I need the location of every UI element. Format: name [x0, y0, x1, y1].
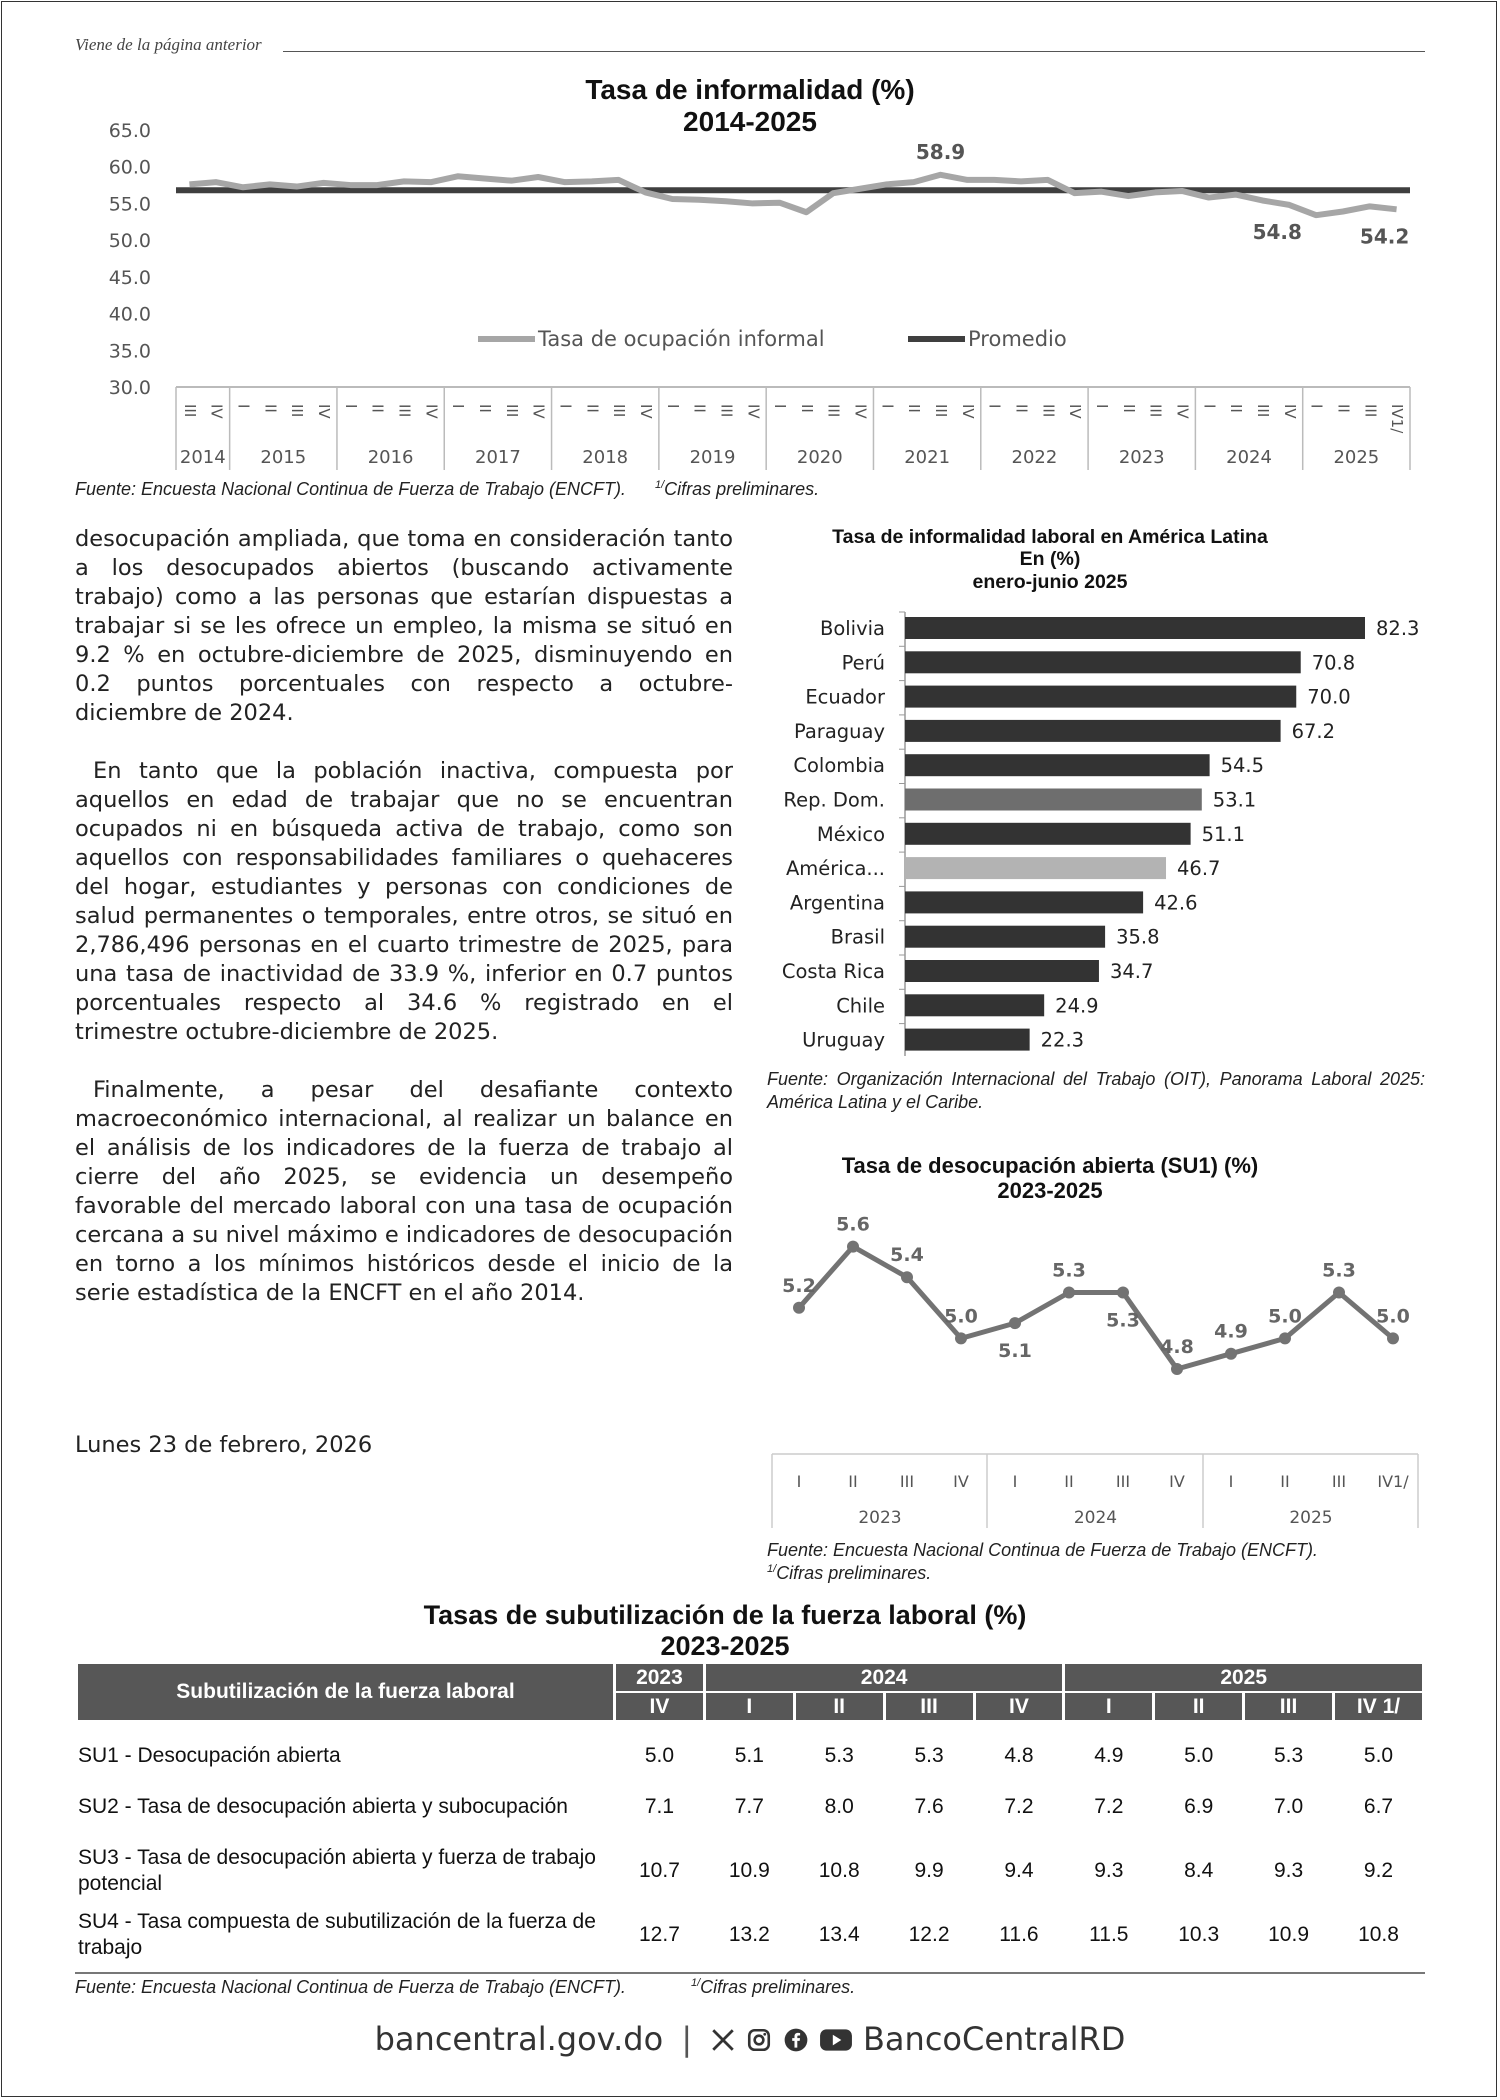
- instagram-icon[interactable]: [746, 2027, 772, 2053]
- chart1-data-label: 58.9: [915, 139, 966, 164]
- table-cell: 13.2: [728, 1923, 770, 1946]
- table-cell: 9.9: [914, 1859, 944, 1882]
- table-subtitle: 2023-2025: [660, 1631, 790, 1662]
- chart1-note: Cifras preliminares.: [664, 479, 820, 499]
- chart1-year-label: 2024: [1226, 447, 1272, 468]
- chart1-quarter-label: I: [985, 404, 1004, 409]
- chart2-value-label: 67.2: [1291, 719, 1336, 743]
- chart3-quarter-label: IV: [953, 1472, 969, 1491]
- chart3-source-text: Fuente: Encuesta Nacional Continua de Fuerza de Trabajo (ENCFT).: [767, 1540, 1318, 1560]
- chart2-value-label: 34.7: [1109, 960, 1154, 983]
- chart2-value-label: 51.1: [1201, 822, 1246, 846]
- table-source: [75, 1976, 855, 1999]
- chart1-year-label: 2016: [367, 447, 414, 468]
- table-row: [78, 1904, 1422, 1966]
- chart2-category-label: América...: [785, 857, 885, 881]
- chart2-value-label: 53.1: [1212, 788, 1257, 812]
- youtube-icon[interactable]: [819, 2027, 853, 2053]
- chart3-point: [1225, 1348, 1237, 1360]
- chart1-quarter-label: IV: [636, 404, 655, 419]
- table-cell: 5.0: [644, 1744, 675, 1767]
- chart3-quarter-label: I: [796, 1472, 802, 1491]
- chart2-value-label: 70.0: [1307, 685, 1351, 709]
- chart2-category-label: Uruguay: [802, 1028, 885, 1052]
- table-cell: 4.9: [1094, 1744, 1124, 1767]
- table-cell: 10.8: [818, 1859, 860, 1882]
- table-cell: 7.1: [644, 1795, 675, 1818]
- table-cell: 7.0: [1273, 1795, 1304, 1818]
- chart3-data-label: 5.3: [1052, 1259, 1086, 1282]
- chart1-ytick-label: 35.0: [108, 340, 151, 363]
- chart1-ytick-label: 50.0: [108, 230, 151, 253]
- table-cell: 5.0: [1363, 1744, 1394, 1767]
- table-cell: 9.3: [1094, 1859, 1124, 1882]
- chart3-data-label: 5.0: [1268, 1305, 1302, 1328]
- table-cell: 11.5: [1089, 1923, 1129, 1946]
- chart1-legend-label-informal: Tasa de ocupación informal: [538, 327, 825, 351]
- chart1-quarter-label: III: [180, 404, 199, 418]
- table-cell: 10.8: [1358, 1923, 1399, 1946]
- chart2-category-label: México: [816, 822, 885, 846]
- chart1-source-text: Fuente: Encuesta Nacional Continua de Fuerza de Trabajo (ENCFT).: [75, 479, 626, 499]
- row-label: SU2 - Tasa de desocupación abierta y subocupación: [78, 1795, 568, 1818]
- chart2-value-label: 54.5: [1220, 754, 1265, 778]
- chart1-quarter-label: II: [1012, 404, 1031, 413]
- chart2-category-label: Bolivia: [819, 617, 885, 640]
- chart1-quarter-label: IV: [958, 404, 977, 419]
- chart2-title-line: Tasa de informalidad laboral en América Latina: [832, 526, 1268, 548]
- year-header-2023: 2023: [616, 1664, 703, 1691]
- paragraph-1: desocupación ampliada, que toma en consideración tanto a los desocupados abiertos (buscando activamente trabajo) como a las personas que estarían dispuestas a trabajar si se les ofrece un empleo, la misma se situó en 9.2 % en octubre-diciembre de 2025, disminuyendo en 0.2 puntos porcentuales con respecto a octubre-diciembre de 2024.: [75, 526, 733, 726]
- chart1-quarter-label: IV: [1066, 404, 1085, 419]
- continued-note: Viene de la página anterior: [75, 35, 262, 54]
- chart1-quarter-label: III: [502, 404, 521, 418]
- chart3-line: [799, 1247, 1393, 1369]
- chart1-quarter-label: I: [556, 404, 575, 409]
- chart2-category-label: Chile: [836, 994, 885, 1018]
- chart3-quarter-label: III: [1115, 1472, 1131, 1491]
- chart3-source: [767, 1539, 1318, 1584]
- chart3-quarter-label: I: [1012, 1472, 1018, 1491]
- chart1-legend-label-average: Promedio: [968, 327, 1067, 351]
- chart1-quarter-label: I: [449, 404, 468, 409]
- chart1-ytick-label: 40.0: [108, 303, 151, 326]
- chart1-year-label: 2014: [179, 447, 226, 468]
- table-cell: 4.8: [1004, 1744, 1034, 1767]
- chart1-quarter-label: II: [1119, 404, 1138, 413]
- chart1-quarter-label: III: [1361, 404, 1380, 418]
- table-cell: 6.9: [1184, 1795, 1214, 1818]
- chart2-category-label: Colombia: [793, 754, 885, 778]
- chart3-point: [1117, 1287, 1129, 1299]
- year-header-2025: 2025: [1065, 1664, 1422, 1691]
- underutilization-table: [75, 1662, 1425, 1974]
- chart1-quarter-label: I: [1307, 404, 1326, 409]
- chart3-data-label: 5.0: [944, 1305, 978, 1328]
- chart3-quarter-label: I: [1228, 1472, 1234, 1491]
- chart1-ytick-label: 45.0: [108, 266, 151, 289]
- table-cell: 10.7: [639, 1859, 680, 1882]
- table-cell: 11.6: [999, 1923, 1039, 1946]
- chart1-quarter-label: I: [878, 404, 897, 409]
- chart3-point: [1333, 1287, 1345, 1299]
- chart1-quarter-label: II: [1227, 404, 1246, 413]
- chart1-quarter-label: II: [583, 404, 602, 413]
- chart3-subtitle: 2023-2025: [997, 1178, 1103, 1204]
- chart3-title-line: Tasa de desocupación abierta (SU1) (%): [841, 1153, 1259, 1178]
- table-cell: 8.0: [824, 1795, 854, 1818]
- quarter-header: I: [706, 1693, 793, 1720]
- table-note: Cifras preliminares.: [700, 1977, 856, 1997]
- chart1-ytick-label: 65.0: [108, 120, 151, 142]
- table-cell: 10.3: [1178, 1923, 1220, 1946]
- chart3-point: [1387, 1332, 1399, 1344]
- footer-separator: |: [681, 2020, 693, 2058]
- table-row: [78, 1840, 1422, 1902]
- chart1-quarter-label: I: [771, 404, 790, 409]
- chart1-ytick-label: 30.0: [108, 377, 151, 399]
- table-cell: 7.2: [1094, 1795, 1124, 1818]
- chart1-quarter-label: III: [1039, 404, 1058, 418]
- quarter-header: III: [1245, 1693, 1332, 1720]
- chart1-quarter-label: III: [932, 404, 951, 418]
- table-cell: 5.3: [824, 1744, 854, 1767]
- chart1-quarter-label: II: [368, 404, 387, 413]
- chart2-category-label: Rep. Dom.: [783, 788, 885, 812]
- table-title: [350, 1600, 1100, 1662]
- chart3-quarter-label: II: [1064, 1472, 1074, 1491]
- chart3-point: [1009, 1317, 1021, 1329]
- chart3-quarter-label: II: [848, 1472, 858, 1491]
- footer: [0, 2020, 1500, 2058]
- chart3-point: [901, 1271, 913, 1283]
- chart1-quarter-label: IV: [1280, 404, 1299, 419]
- table-source-text: Fuente: Encuesta Nacional Continua de Fuerza de Trabajo (ENCFT).: [75, 1977, 626, 1997]
- chart1-quarter-label: IV: [1173, 404, 1192, 419]
- quarter-header: IV 1/: [1335, 1693, 1422, 1720]
- table-cell: 12.2: [908, 1923, 950, 1946]
- table-cell: 7.7: [734, 1795, 764, 1818]
- chart1-quarter-label: IV1/: [1388, 404, 1407, 434]
- chart1-quarter-label: IV: [851, 404, 870, 419]
- chart1-quarter-label: III: [717, 404, 736, 418]
- chart1-year-label: 2019: [689, 447, 736, 468]
- table-title-line: Tasas de subutilización de la fuerza laboral (%): [423, 1600, 1027, 1630]
- chart3-point: [1171, 1363, 1183, 1375]
- table-cell: 9.3: [1273, 1859, 1304, 1882]
- chart1-year-label: 2025: [1333, 447, 1380, 468]
- chart3-quarter-label: II: [1280, 1472, 1290, 1491]
- table-cell: 13.4: [818, 1923, 860, 1946]
- chart2-subtitle-2: enero-junio 2025: [972, 570, 1128, 593]
- quarter-header: IV: [976, 1693, 1063, 1720]
- table-cell: 5.3: [1273, 1744, 1304, 1767]
- chart3-year-label: 2023: [858, 1508, 902, 1528]
- chart1-quarter-label: II: [1334, 404, 1353, 413]
- footer-social-handle[interactable]: BancoCentralRD: [862, 2020, 1126, 2058]
- chart1-quarter-label: II: [476, 404, 494, 413]
- chart3-point: [1063, 1287, 1075, 1299]
- chart3-year-label: 2024: [1073, 1508, 1118, 1528]
- chart1-title-line: Tasa de informalidad (%): [585, 74, 915, 105]
- chart2-value-label: 42.6: [1154, 891, 1198, 915]
- chart1-year-label: 2022: [1011, 447, 1058, 468]
- chart2-category-label: Paraguay: [793, 719, 885, 743]
- chart1-quarter-label: I: [234, 404, 253, 409]
- table-cell: 7.2: [1004, 1795, 1034, 1818]
- chart3-data-label: 5.4: [890, 1244, 924, 1267]
- chart2-value-label: 22.3: [1040, 1028, 1085, 1052]
- chart1-quarter-label: II: [905, 404, 924, 413]
- row-label: SU3 - Tasa de desocupación abierta y fuerza de trabajo potencial: [78, 1846, 596, 1895]
- chart1-year-label: 2018: [582, 447, 629, 468]
- chart1-quarter-label: IV: [207, 404, 226, 419]
- publication-date: Lunes 23 de febrero, 2026: [75, 1432, 373, 1458]
- table-cell: 5.3: [914, 1744, 944, 1767]
- chart1-quarter-label: III: [395, 404, 414, 418]
- table-cell: 9.4: [1004, 1859, 1034, 1882]
- chart3-point: [955, 1332, 967, 1344]
- table-cell: 12.7: [639, 1923, 680, 1946]
- chart3-year-label: 2025: [1289, 1508, 1333, 1528]
- chart2-value-label: 46.7: [1177, 857, 1221, 881]
- quarter-header: I: [1065, 1693, 1152, 1720]
- table-cell: 10.9: [728, 1859, 770, 1882]
- chart3-data-label: 4.9: [1214, 1320, 1248, 1343]
- chart1-data-label: 54.2: [1359, 224, 1410, 249]
- table-row: [78, 1738, 1422, 1774]
- chart1-quarter-label: III: [288, 404, 307, 418]
- quarter-header: II: [796, 1693, 883, 1720]
- row-label: SU1 - Desocupación abierta: [78, 1744, 341, 1767]
- chart1-quarter-label: I: [341, 404, 360, 409]
- chart1-quarter-label: II: [797, 404, 816, 413]
- chart2-value-label: 70.8: [1311, 651, 1356, 675]
- paragraph-2: En tanto que la población inactiva, compuesta por aquellos en edad de trabajar que no se encuentran ocupados ni en búsqueda activa de trabajo, como son aquellos con responsabilidades familiares o quehaceres del hogar, estudiantes y personas con condiciones de salud permanentes o temporales, entre otros, se situó en 2,786,496 personas en el cuarto trimestre de 2025, para una tasa de inactividad de 33.9 %, inferior en 0.7 puntos porcentuales respecto al 34.6 % registrado en el trimestre octubre-diciembre de 2025.: [75, 758, 733, 1045]
- chart3-data-label: 5.6: [836, 1213, 870, 1236]
- chart1-quarter-label: III: [824, 404, 843, 418]
- chart2-value-label: 24.9: [1055, 994, 1099, 1018]
- chart1-quarter-label: IV: [315, 404, 334, 419]
- paragraph-3: Finalmente, a pesar del desafiante contexto macroeconómico internacional, al realizar un balance en el análisis de los indicadores de la fuerza de trabajo al cierre del año 2025, se evidencia un desempeño favorable del mercado laboral con una tasa de ocupación cercana a su nivel máximo e indicadores de desocupación en torno a los mínimos históricos desde el inicio de la serie estadística de la ENCFT en el año 2014.: [75, 1077, 733, 1306]
- chart3-quarter-label: IV: [1169, 1472, 1185, 1491]
- table-cell: 6.7: [1363, 1795, 1394, 1818]
- chart1-quarter-label: III: [1146, 404, 1165, 418]
- quarter-header: III: [886, 1693, 973, 1720]
- chart2-subtitle-1: En (%): [1019, 548, 1081, 571]
- chart3-data-label: 5.0: [1376, 1305, 1410, 1328]
- chart2-category-label: Ecuador: [805, 685, 885, 709]
- quarter-header: IV: [616, 1693, 703, 1720]
- chart1-year-label: 2015: [260, 447, 307, 468]
- chart1-quarter-label: IV: [422, 404, 441, 419]
- table-row: [78, 1776, 1422, 1838]
- chart1-quarter-label: I: [1093, 404, 1111, 409]
- chart1-ytick-label: 60.0: [108, 156, 151, 179]
- table-cell: 10.9: [1268, 1923, 1309, 1946]
- table-grid: [75, 1662, 1425, 1968]
- chart2-source: Fuente: Organización Internacional del Trabajo (OIT), Panorama Laboral 2025: América Latina y el Caribe.: [767, 1069, 1425, 1112]
- chart1-year-label: 2020: [796, 447, 843, 468]
- table-header-row-years: [78, 1664, 1422, 1691]
- chart1-note-sup: 1/: [654, 479, 665, 491]
- chart3-data-label: 5.2: [782, 1274, 816, 1297]
- chart1-year-label: 2017: [475, 447, 521, 468]
- row-label: SU4 - Tasa compuesta de subutilización de la fuerza de trabajo: [78, 1910, 596, 1959]
- chart3-note-sup: 1/: [767, 1562, 777, 1575]
- chart3-note: Cifras preliminares.: [776, 1562, 932, 1583]
- table-cell: 9.2: [1363, 1859, 1394, 1882]
- facebook-icon[interactable]: [783, 2027, 809, 2053]
- chart3-data-label: 4.8: [1160, 1336, 1194, 1358]
- chart1-quarter-label: I: [1200, 404, 1219, 409]
- table-bottom-rule: [75, 1972, 1425, 1974]
- chart1-year-label: 2021: [904, 447, 951, 468]
- table-cell: 7.6: [914, 1795, 944, 1818]
- quarter-header: II: [1155, 1693, 1242, 1720]
- table-body: [78, 1722, 1422, 1966]
- chart3-point: [847, 1241, 859, 1253]
- table-cell: 5.0: [1184, 1744, 1214, 1767]
- table-note-sup: 1/: [690, 1977, 701, 1989]
- chart1-quarter-label: II: [690, 404, 709, 413]
- chart1-quarter-label: IV: [744, 404, 763, 419]
- chart3-point: [1279, 1332, 1291, 1344]
- table-cell: 8.4: [1184, 1859, 1214, 1882]
- chart1-quarter-label: III: [1253, 404, 1272, 418]
- footer-site-link[interactable]: bancentral.gov.do: [374, 2020, 664, 2058]
- chart3-point: [793, 1302, 805, 1314]
- chart2-category-label: Perú: [841, 651, 885, 675]
- chart2-value-label: 82.3: [1376, 617, 1420, 640]
- chart2-category-label: Brasil: [830, 925, 885, 949]
- table-spacer-row: [78, 1722, 1422, 1736]
- chart2-value-label: 35.8: [1116, 925, 1160, 949]
- chart3-quarter-label: III: [899, 1472, 915, 1491]
- chart3-data-label: 5.3: [1322, 1259, 1356, 1282]
- chart1-ytick-label: 55.0: [108, 193, 151, 216]
- chart1-data-label: 54.8: [1252, 219, 1302, 244]
- chart3-quarter-label: IV1/: [1377, 1472, 1409, 1491]
- chart1-year-label: 2023: [1118, 447, 1165, 468]
- chart2-category-label: Argentina: [789, 891, 885, 915]
- chart3-data-label: 5.3: [1106, 1309, 1140, 1332]
- chart3-quarter-label: III: [1331, 1472, 1347, 1491]
- chart2-category-label: Costa Rica: [781, 960, 885, 983]
- chart3-data-label: 5.1: [998, 1340, 1032, 1363]
- year-header-2024: 2024: [706, 1664, 1063, 1691]
- chart1-subtitle: 2014-2025: [683, 106, 817, 138]
- chart1-quarter-label: III: [610, 404, 629, 418]
- chart1-quarter-label: IV: [529, 404, 548, 419]
- chart1-quarter-label: I: [663, 404, 682, 409]
- x-twitter-icon[interactable]: [710, 2027, 736, 2053]
- table-header-label: Subutilización de la fuerza laboral: [78, 1664, 613, 1720]
- table-cell: 5.1: [734, 1744, 764, 1767]
- chart1-quarter-label: II: [261, 404, 280, 413]
